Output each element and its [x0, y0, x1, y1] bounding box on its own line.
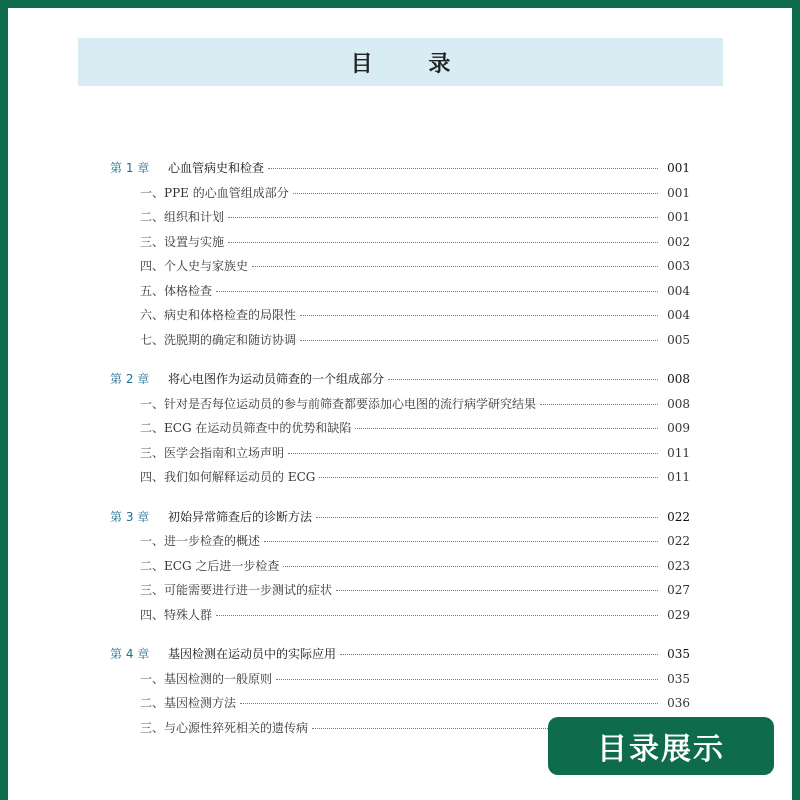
toc-section-row	[110, 670, 690, 695]
toc-section-row	[110, 282, 690, 307]
toc-section-row	[110, 208, 690, 233]
section-title: 一、基因检测的一般原则	[140, 671, 273, 686]
toc-section-row	[110, 694, 690, 719]
dot-leader	[228, 242, 658, 243]
page-number: 029	[667, 607, 690, 622]
page-number: 022	[667, 509, 690, 524]
toc-section-row	[110, 233, 690, 258]
dot-leader	[268, 168, 658, 169]
toc-section-row	[110, 606, 690, 631]
toc-section-row	[110, 581, 690, 606]
toc-chapter-row	[110, 370, 690, 395]
section-title: 四、特殊人群	[140, 607, 213, 622]
page-number: 011	[667, 470, 690, 484]
page-number: 008	[667, 396, 690, 411]
title-banner	[78, 38, 723, 86]
toc-section-row	[110, 557, 690, 582]
dot-leader	[300, 315, 658, 316]
page-number: 003	[667, 259, 690, 273]
dot-leader	[288, 453, 658, 454]
page-number: 004	[667, 283, 690, 298]
page-number: 011	[667, 445, 690, 460]
page-number: 036	[667, 696, 690, 710]
document-page	[8, 8, 792, 800]
chapter-title: 基因检测在运动员中的实际应用	[168, 647, 337, 661]
toc-section-row	[110, 306, 690, 331]
page-number: 004	[667, 308, 690, 322]
dot-leader	[283, 566, 658, 567]
dot-leader	[216, 291, 658, 292]
page-number: 035	[667, 671, 690, 686]
toc-section-row	[110, 468, 690, 493]
dot-leader	[252, 266, 658, 267]
section-title: 三、与心源性猝死相关的遗传病	[140, 720, 309, 735]
page-number: 005	[667, 332, 690, 347]
section-title: 二、基因检测方法	[140, 696, 237, 710]
section-title: 二、ECG 之后进一步检查	[140, 558, 280, 573]
toc-section-row	[110, 257, 690, 282]
page-number: 002	[667, 234, 690, 249]
page-number: 023	[667, 558, 690, 573]
toc-chapter-row	[110, 159, 690, 184]
chapter-title: 初始异常筛查后的诊断方法	[168, 509, 313, 524]
table-of-contents	[110, 159, 690, 743]
page-number: 001	[667, 210, 690, 224]
chapter-number: 第 3 章	[110, 509, 150, 524]
page-number: 022	[667, 534, 690, 548]
dot-leader	[540, 404, 658, 405]
toc-section-row	[110, 532, 690, 557]
chapter-title: 将心电图作为运动员筛查的一个组成部分	[168, 372, 385, 386]
page-number: 035	[667, 647, 690, 661]
dot-leader	[316, 517, 658, 518]
section-title: 三、设置与实施	[140, 234, 225, 249]
dot-leader	[340, 654, 658, 655]
section-title: 七、洗脱期的确定和随访协调	[140, 332, 297, 347]
dot-leader	[300, 340, 658, 341]
section-title: 三、可能需要进行进一步测试的症状	[140, 583, 333, 597]
toc-display-badge: 目录展示	[548, 717, 774, 775]
toc-section-row	[110, 331, 690, 356]
toc-section-row	[110, 395, 690, 420]
dot-leader	[276, 679, 658, 680]
section-title: 四、个人史与家族史	[140, 259, 249, 273]
toc-section-row	[110, 184, 690, 209]
section-title: 一、进一步检查的概述	[140, 534, 261, 548]
chapter-number: 第 4 章	[110, 647, 150, 661]
section-title: 一、针对是否每位运动员的参与前筛查都要添加心电图的流行病学研究结果	[140, 396, 537, 411]
chapter-number: 第 2 章	[110, 372, 150, 386]
chapter-title: 心血管病史和检查	[168, 161, 265, 175]
section-title: 三、医学会指南和立场声明	[140, 445, 285, 460]
section-title: 一、PPE 的心血管组成部分	[140, 185, 289, 200]
dot-leader	[355, 428, 658, 429]
section-title: 六、病史和体格检查的局限性	[140, 308, 297, 322]
page-number: 009	[667, 421, 690, 435]
section-title: 五、体格检查	[140, 283, 213, 298]
dot-leader	[264, 541, 658, 542]
dot-leader	[319, 477, 658, 478]
dot-leader	[388, 379, 658, 380]
toc-chapter-row	[110, 508, 690, 533]
page-number: 001	[667, 161, 690, 175]
page-title: 目 录	[350, 50, 475, 77]
dot-leader	[336, 590, 658, 591]
dot-leader	[240, 703, 658, 704]
section-title: 四、我们如何解释运动员的 ECG	[140, 470, 316, 484]
page-number: 027	[667, 583, 690, 597]
chapter-number: 第 1 章	[110, 161, 150, 175]
section-title: 二、ECG 在运动员筛查中的优势和缺陷	[140, 421, 352, 435]
toc-section-row	[110, 444, 690, 469]
section-title: 二、组织和计划	[140, 210, 225, 224]
dot-leader	[216, 615, 658, 616]
page-number: 001	[667, 185, 690, 200]
toc-chapter-row	[110, 645, 690, 670]
dot-leader	[293, 193, 658, 194]
toc-section-row	[110, 419, 690, 444]
dot-leader	[228, 217, 658, 218]
page-number: 008	[667, 372, 690, 386]
